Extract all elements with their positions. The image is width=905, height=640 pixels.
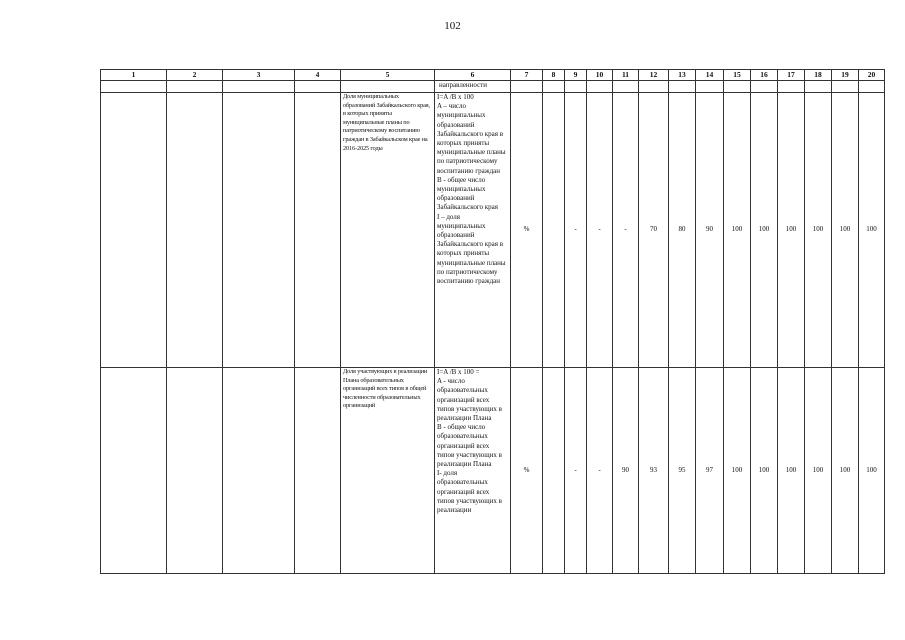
value-cell: - bbox=[565, 368, 587, 574]
column-number-7: 7 bbox=[511, 70, 543, 81]
cell bbox=[101, 81, 167, 93]
value-cell: 100 bbox=[724, 368, 751, 574]
unit: % bbox=[511, 368, 543, 574]
value-cell: 100 bbox=[805, 93, 832, 368]
cell bbox=[805, 81, 832, 93]
formula-line: I- доля образовательных организаций всех типов участвующих в реализации bbox=[437, 469, 502, 515]
column-number-1: 1 bbox=[101, 70, 167, 81]
formula-line: I – доля муниципальных образований Забайкальского края в которых приняты муниципальные планы по патриотическому воспитанию граждан bbox=[437, 212, 506, 286]
formula-line: В - общее число муниципальных образований Забайкальского края bbox=[437, 175, 499, 212]
column-number-10: 10 bbox=[587, 70, 613, 81]
cell bbox=[724, 81, 751, 93]
cell bbox=[295, 93, 341, 368]
column-number-row bbox=[101, 70, 885, 81]
value-cell: 100 bbox=[859, 93, 885, 368]
column-number-20: 20 bbox=[859, 70, 885, 81]
value-cell: 100 bbox=[751, 93, 778, 368]
cell bbox=[223, 368, 295, 574]
cell bbox=[223, 93, 295, 368]
value-cell: 100 bbox=[832, 93, 859, 368]
formula bbox=[435, 93, 511, 368]
cell bbox=[167, 368, 223, 574]
cell bbox=[223, 81, 295, 93]
formula bbox=[435, 368, 511, 574]
cell bbox=[101, 368, 167, 574]
cell bbox=[696, 81, 724, 93]
cell bbox=[341, 81, 435, 93]
column-number-18: 18 bbox=[805, 70, 832, 81]
column-number-4: 4 bbox=[295, 70, 341, 81]
column-number-14: 14 bbox=[696, 70, 724, 81]
value-cell: 100 bbox=[778, 368, 805, 574]
value-cell: - bbox=[613, 93, 639, 368]
cell bbox=[543, 81, 565, 93]
table-row bbox=[101, 368, 885, 574]
cell bbox=[295, 81, 341, 93]
column-number-2: 2 bbox=[167, 70, 223, 81]
page-number: 102 bbox=[444, 20, 461, 32]
cell bbox=[751, 81, 778, 93]
column-number-15: 15 bbox=[724, 70, 751, 81]
table-row bbox=[101, 93, 885, 368]
cell bbox=[859, 81, 885, 93]
cell bbox=[669, 81, 696, 93]
cell bbox=[778, 81, 805, 93]
value-cell: 100 bbox=[832, 368, 859, 574]
column-number-11: 11 bbox=[613, 70, 639, 81]
cell bbox=[832, 81, 859, 93]
value-cell: - bbox=[587, 93, 613, 368]
cell bbox=[101, 93, 167, 368]
formula-line: I=A /B x 100 = bbox=[437, 368, 480, 376]
value-cell bbox=[543, 368, 565, 574]
column-number-19: 19 bbox=[832, 70, 859, 81]
value-cell: - bbox=[587, 368, 613, 574]
cell bbox=[167, 81, 223, 93]
value-cell: 90 bbox=[613, 368, 639, 574]
value-cell: 93 bbox=[639, 368, 669, 574]
value-cell: 100 bbox=[778, 93, 805, 368]
value-cell bbox=[543, 93, 565, 368]
formula-line: I=A /B x 100 bbox=[437, 93, 474, 101]
column-number-6: 6 bbox=[435, 70, 511, 81]
cell bbox=[167, 93, 223, 368]
unit: % bbox=[511, 93, 543, 368]
value-cell: 100 bbox=[859, 368, 885, 574]
column-number-3: 3 bbox=[223, 70, 295, 81]
continuation-row bbox=[101, 81, 885, 93]
value-cell: 80 bbox=[669, 93, 696, 368]
formula-line: В - общее число образовательных организаций всех типов участвующих в реализации Плана bbox=[437, 423, 502, 469]
column-number-13: 13 bbox=[669, 70, 696, 81]
column-number-8: 8 bbox=[543, 70, 565, 81]
continuation-text: направленности bbox=[435, 81, 511, 93]
column-number-9: 9 bbox=[565, 70, 587, 81]
cell bbox=[295, 368, 341, 574]
value-cell: - bbox=[565, 93, 587, 368]
column-number-5: 5 bbox=[341, 70, 435, 81]
column-number-16: 16 bbox=[751, 70, 778, 81]
value-cell: 100 bbox=[751, 368, 778, 574]
cell bbox=[511, 81, 543, 93]
value-cell: 97 bbox=[696, 368, 724, 574]
formula-line: A – число муниципальных образований Забайкальского края в которых приняты муниципальные планы по патриотическому воспитанию граждан bbox=[437, 102, 506, 175]
formula-line: A - число образовательных организаций всех типов участвующих в реализации Плана bbox=[437, 377, 502, 423]
indicator-name: Доля участвующих в реализации Плана образовательных организаций всех типов в общей численности образовательных организаций bbox=[341, 368, 435, 574]
column-number-17: 17 bbox=[778, 70, 805, 81]
value-cell: 95 bbox=[669, 368, 696, 574]
indicators-table bbox=[100, 69, 885, 574]
value-cell: 70 bbox=[639, 93, 669, 368]
cell bbox=[565, 81, 587, 93]
value-cell: 100 bbox=[805, 368, 832, 574]
indicator-name: Доля муниципальных образований Забайкальского края, в которых приняты муниципальные планы по патриотическому воспитанию граждан в Забайкальском крае на 2016-2025 годы bbox=[341, 93, 435, 368]
cell bbox=[613, 81, 639, 93]
cell bbox=[639, 81, 669, 93]
value-cell: 100 bbox=[724, 93, 751, 368]
cell bbox=[587, 81, 613, 93]
column-number-12: 12 bbox=[639, 70, 669, 81]
value-cell: 90 bbox=[696, 93, 724, 368]
